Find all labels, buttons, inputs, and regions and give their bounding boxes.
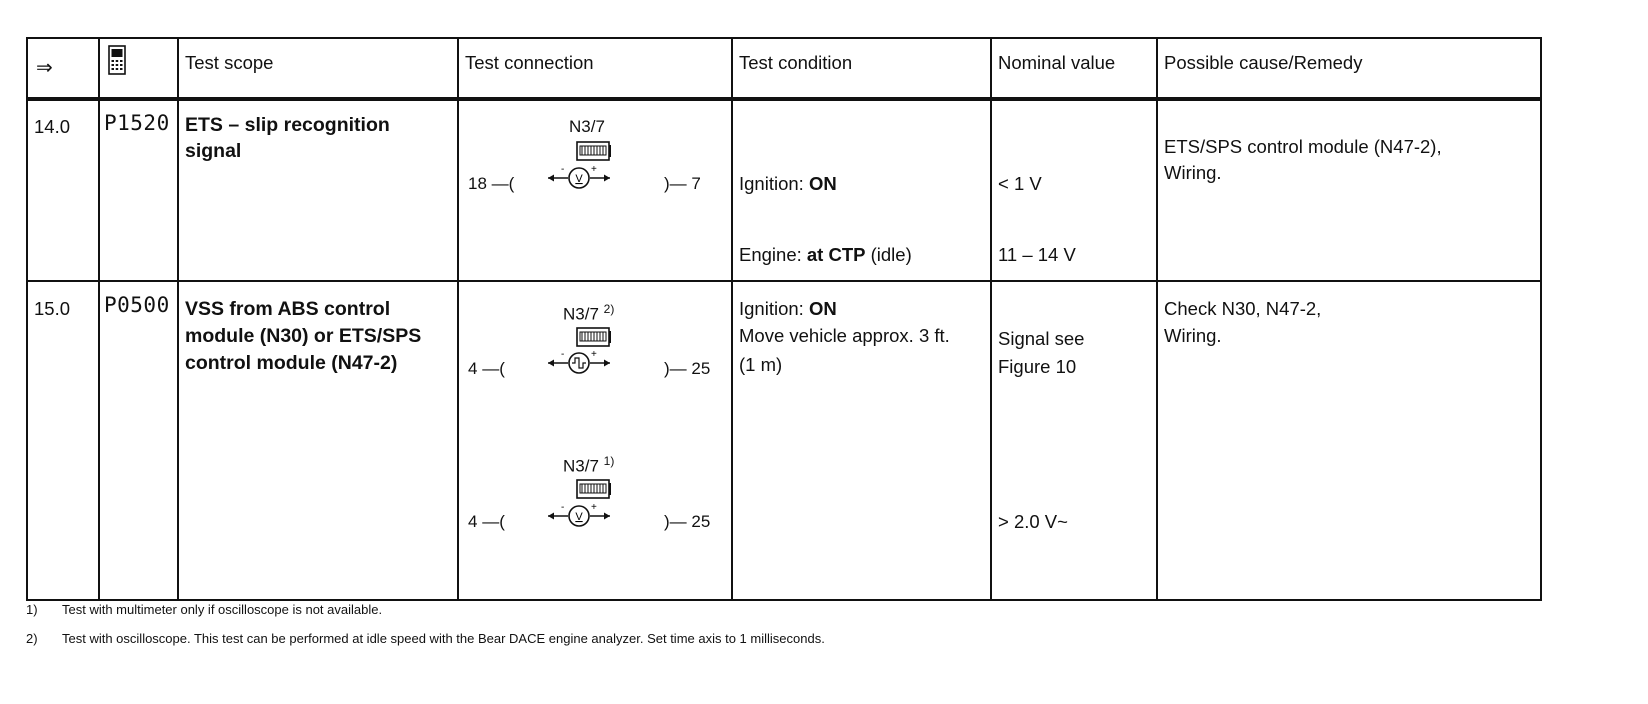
header-nominal-value: Nominal value: [998, 52, 1116, 73]
footnote-text: Test with oscilloscope. This test can be performed at idle speed with the Bear DACE engine analyzer. Set time axis to 1 milliseconds.: [62, 631, 825, 646]
header-test-condition: Test condition: [739, 52, 853, 73]
possible-cause-line: Check N30, N47-2,: [1164, 298, 1322, 319]
test-condition-line: Engine: at CTP (idle): [739, 244, 912, 265]
nominal-value: Figure 10: [998, 356, 1077, 377]
module-label: N3/7: [569, 117, 605, 136]
test-condition-line: Move vehicle approx. 3 ft.: [739, 325, 950, 346]
possible-cause-line: Wiring.: [1164, 162, 1222, 183]
nominal-value: > 2.0 V~: [998, 511, 1068, 532]
pin-right-label: )— 7: [664, 174, 701, 193]
test-scope-line: control module (N47-2): [185, 352, 398, 374]
oscilloscope-icon: [546, 348, 612, 383]
fault-code: P1520: [104, 111, 170, 135]
column-divider: [457, 39, 459, 599]
voltmeter-icon: [546, 163, 612, 198]
column-divider: [731, 39, 733, 599]
svg-text:+: +: [591, 164, 597, 175]
svg-text:-: -: [561, 502, 565, 513]
nominal-value: Signal see: [998, 328, 1085, 349]
test-scope-line: ETS – slip recognition: [185, 114, 390, 136]
header-possible-cause: Possible cause/Remedy: [1164, 52, 1363, 73]
test-condition-line: (1 m): [739, 354, 783, 375]
possible-cause-line: ETS/SPS control module (N47-2),: [1164, 136, 1442, 157]
arrow-header: ⇒: [36, 57, 53, 79]
svg-text:+: +: [591, 502, 597, 513]
pin-right-label: )— 25: [664, 359, 711, 378]
column-divider: [177, 39, 179, 599]
test-scope-line: module (N30) or ETS/SPS: [185, 325, 422, 347]
svg-text:V: V: [575, 173, 583, 185]
svg-text:+: +: [591, 349, 597, 360]
row-divider: [28, 280, 1540, 282]
step-number: 14.0: [34, 116, 71, 137]
header-divider: [28, 97, 1540, 101]
nominal-value: < 1 V: [998, 173, 1042, 194]
module-label: N3/7 $^{1)}$: [563, 454, 615, 476]
test-condition-line: Ignition: ON: [739, 173, 837, 194]
svg-text:-: -: [561, 349, 565, 360]
test-table: [26, 37, 1542, 601]
tester-device-icon: [108, 45, 126, 80]
fault-code: P0500: [104, 293, 170, 317]
svg-text:-: -: [561, 164, 565, 175]
pin-left-label: 4 —(: [468, 512, 505, 531]
nominal-value: 11 – 14 V: [998, 244, 1076, 265]
test-scope-line: signal: [185, 140, 242, 162]
column-divider: [1156, 39, 1158, 599]
svg-text:V: V: [575, 511, 583, 523]
footnote-text: Test with multimeter only if oscilloscope is not available.: [62, 602, 383, 617]
pin-left-label: 4 —(: [468, 359, 505, 378]
voltmeter-icon: [546, 501, 612, 536]
test-scope-line: VSS from ABS control: [185, 298, 391, 320]
possible-cause-line: Wiring.: [1164, 325, 1222, 346]
header-test-connection: Test connection: [465, 52, 594, 73]
column-divider: [990, 39, 992, 599]
header-test-scope: Test scope: [185, 52, 274, 73]
column-divider: [98, 39, 100, 599]
pin-right-label: )— 25: [664, 512, 711, 531]
pin-left-label: 18 —(: [468, 174, 515, 193]
test-condition-line: Ignition: ON: [739, 298, 837, 319]
step-number: 15.0: [34, 298, 71, 319]
module-label: N3/7 $^{2)}$: [563, 302, 615, 324]
footnote-mark: 1): [26, 602, 38, 617]
footnote-mark: 2): [26, 631, 38, 646]
